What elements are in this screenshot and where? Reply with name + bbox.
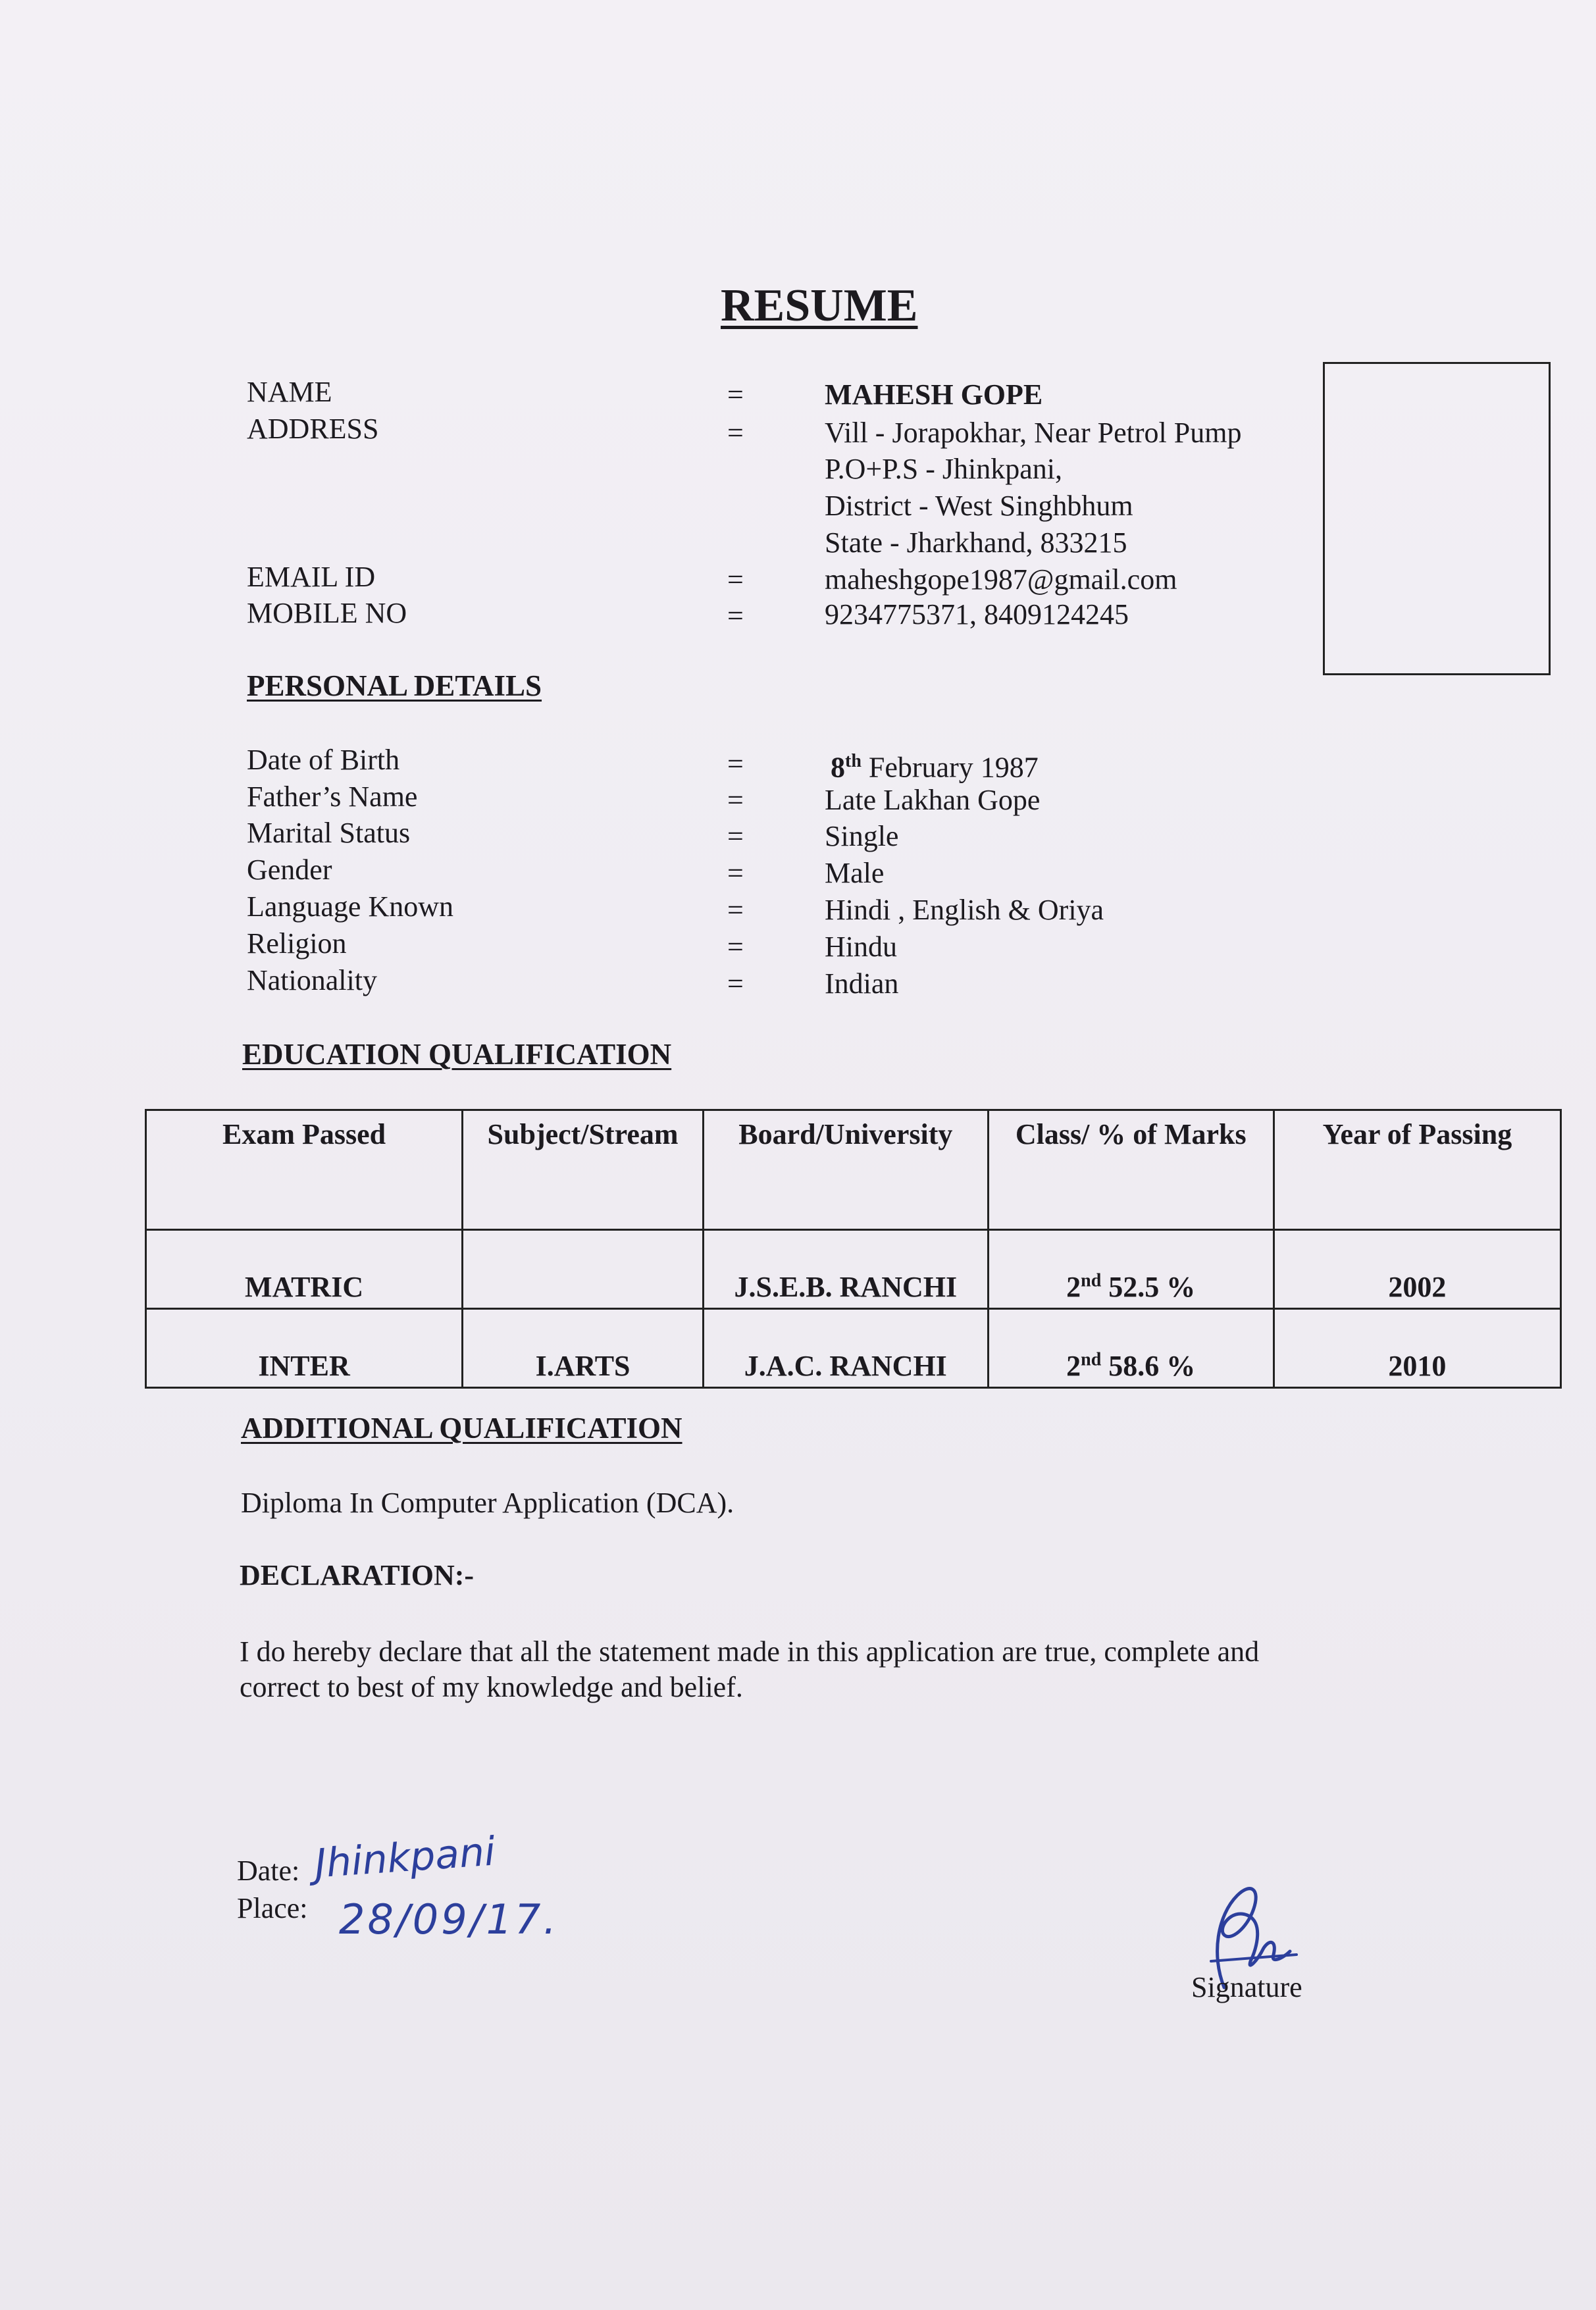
column-header-year: Year of Passing bbox=[1274, 1110, 1560, 1230]
separator: = bbox=[727, 417, 744, 449]
board-cell: J.A.C. RANCHI bbox=[703, 1309, 988, 1388]
education-heading: EDUCATION QUALIFICATION bbox=[242, 1038, 672, 1071]
table-header-row bbox=[146, 1110, 1561, 1230]
class-ordinal: nd bbox=[1081, 1270, 1102, 1291]
column-header-exam: Exam Passed bbox=[146, 1110, 463, 1230]
name-label: NAME bbox=[247, 376, 332, 408]
email-value: maheshgope1987@gmail.com bbox=[825, 563, 1177, 596]
education-table bbox=[145, 1109, 1562, 1389]
dob-month-year: February 1987 bbox=[861, 751, 1039, 784]
declaration-heading: DECLARATION:- bbox=[240, 1559, 475, 1591]
address-line-4: State - Jharkhand, 833215 bbox=[825, 526, 1127, 559]
name-value: MAHESH GOPE bbox=[825, 378, 1043, 411]
mobile-value: 9234775371, 8409124245 bbox=[825, 598, 1129, 630]
class-cell bbox=[988, 1230, 1274, 1309]
separator: = bbox=[727, 820, 744, 852]
table-row bbox=[146, 1230, 1561, 1309]
class-percent: 52.5 % bbox=[1101, 1271, 1196, 1303]
photo-placeholder bbox=[1323, 362, 1551, 675]
separator: = bbox=[727, 563, 744, 596]
additional-qualification-text: Diploma In Computer Application (DCA). bbox=[241, 1487, 734, 1519]
separator: = bbox=[727, 784, 744, 816]
handwritten-date: 28/09/17. bbox=[339, 1895, 559, 1943]
address-line-1: Vill - Jorapokhar, Near Petrol Pump bbox=[825, 417, 1242, 449]
religion-label: Religion bbox=[247, 927, 347, 960]
dob-label: Date of Birth bbox=[247, 744, 400, 776]
separator: = bbox=[727, 600, 744, 632]
separator: = bbox=[727, 748, 744, 780]
exam-cell: MATRIC bbox=[146, 1230, 463, 1309]
dob-day: 8 bbox=[831, 751, 845, 784]
email-label: EMAIL ID bbox=[247, 561, 376, 593]
year-cell: 2002 bbox=[1274, 1230, 1560, 1309]
column-header-class: Class/ % of Marks bbox=[988, 1110, 1274, 1230]
board-cell: J.S.E.B. RANCHI bbox=[703, 1230, 988, 1309]
handwritten-place: Jhinkpani bbox=[313, 1828, 497, 1887]
declaration-line-1: I do hereby declare that all the statement made in this application are true, complete and bbox=[240, 1635, 1260, 1668]
class-number: 2 bbox=[1066, 1350, 1081, 1382]
marital-status-label: Marital Status bbox=[247, 817, 411, 849]
father-name-value: Late Lakhan Gope bbox=[825, 784, 1041, 816]
language-label: Language Known bbox=[247, 890, 454, 923]
nationality-value: Indian bbox=[825, 967, 899, 1000]
separator: = bbox=[727, 857, 744, 889]
additional-qualification-heading: ADDITIONAL QUALIFICATION bbox=[241, 1412, 682, 1445]
column-header-board: Board/University bbox=[703, 1110, 988, 1230]
address-line-3: District - West Singhbhum bbox=[825, 490, 1133, 522]
year-cell: 2010 bbox=[1274, 1309, 1560, 1388]
separator: = bbox=[727, 378, 744, 411]
marital-status-value: Single bbox=[825, 820, 899, 852]
dob-ordinal: th bbox=[845, 751, 862, 771]
language-value: Hindi , English & Oriya bbox=[825, 894, 1104, 926]
nationality-label: Nationality bbox=[247, 964, 377, 996]
separator: = bbox=[727, 931, 744, 963]
personal-details-heading: PERSONAL DETAILS bbox=[247, 669, 542, 702]
separator: = bbox=[727, 894, 744, 926]
declaration-line-2: correct to best of my knowledge and belief. bbox=[240, 1671, 743, 1703]
date-label: Date: bbox=[237, 1855, 300, 1887]
column-header-stream: Subject/Stream bbox=[463, 1110, 704, 1230]
religion-value: Hindu bbox=[825, 931, 897, 963]
place-label: Place: bbox=[237, 1892, 308, 1924]
gender-value: Male bbox=[825, 857, 885, 889]
gender-label: Gender bbox=[247, 854, 332, 886]
address-label: ADDRESS bbox=[247, 413, 379, 445]
class-ordinal: nd bbox=[1081, 1349, 1102, 1370]
exam-cell: INTER bbox=[146, 1309, 463, 1388]
table-row bbox=[146, 1309, 1561, 1388]
mobile-label: MOBILE NO bbox=[247, 597, 407, 629]
stream-cell bbox=[463, 1230, 704, 1309]
class-number: 2 bbox=[1066, 1271, 1081, 1303]
stream-cell: I.ARTS bbox=[463, 1309, 704, 1388]
class-cell bbox=[988, 1309, 1274, 1388]
dob-value bbox=[831, 743, 1039, 786]
father-name-label: Father’s Name bbox=[247, 781, 418, 813]
address-line-2: P.O+P.S - Jhinkpani, bbox=[825, 453, 1063, 485]
class-percent: 58.6 % bbox=[1101, 1350, 1196, 1382]
separator: = bbox=[727, 967, 744, 1000]
signature-label: Signature bbox=[1191, 1971, 1302, 2003]
page-title: RESUME bbox=[721, 280, 918, 331]
